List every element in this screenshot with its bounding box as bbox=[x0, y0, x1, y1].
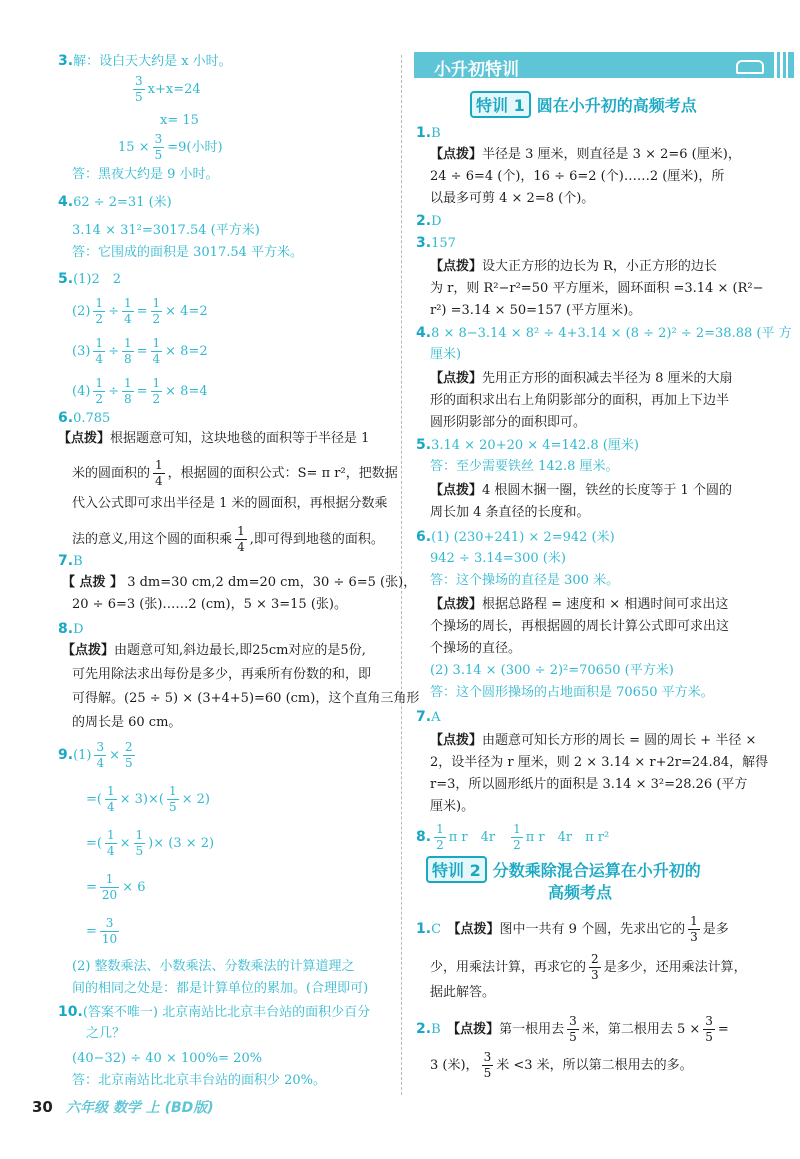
s1-line1: 1.C 【点拨】图中一共有 9 个圆，先求出它的 $\frac{1}{3}$ 是多 bbox=[416, 914, 729, 944]
r4-tip2: 形的面积求出右上角阴影部分的面积，再加上下边半 bbox=[430, 393, 730, 408]
q3-text: 解：设白天大约是 x 小时。 bbox=[73, 54, 232, 69]
q9-step3: = $\frac{1}{20}$ × 6 bbox=[86, 872, 146, 902]
r3-tip2: 为 r，则 R²−r²=50 平方厘米，圆环面积 =3.14 × (R²− bbox=[430, 281, 764, 296]
r3-tip3: r²) =3.14 × 50=157 (平方厘米)。 bbox=[430, 303, 642, 318]
r2-line1: 2.D bbox=[416, 213, 442, 229]
r6-tip1: 【点拨】根据总路程 = 速度和 × 相遇时间可求出这 bbox=[430, 597, 729, 612]
q9-part2-line1: (2) 整数乘法、小数乘法、分数乘法的计算道理之 bbox=[72, 959, 355, 974]
q8-tip2: 可先用除法求出每份是多少，再乘所有份数的和，即 bbox=[72, 667, 372, 682]
r7-tip3: r=3，所以圆形纸片的面积是 3.14 × 3²=28.26 (平方 bbox=[430, 777, 748, 792]
q8-tip3: 可得解。(25 ÷ 5) × (3+4+5)=60 (cm)，这个直角三角形 bbox=[72, 691, 420, 706]
s2-line2: 3 (米)， $\frac{3}{5}$ 米 <3 米，所以第二根用去的多。 bbox=[430, 1050, 693, 1080]
r7-tip4: 厘米)。 bbox=[430, 799, 475, 814]
section2-badge: 特训 2 bbox=[426, 856, 487, 883]
q5-line2: (2) $\frac{1}{2}$ ÷ $\frac{1}{4}$ = $\frac{1}{2}$ × 4=2 bbox=[72, 296, 208, 326]
q5-line4: (4) $\frac{1}{2}$ ÷ $\frac{1}{8}$ = $\frac{1}{2}$ × 8=4 bbox=[72, 376, 208, 406]
q4-line1: 4.62 ÷ 2=31 (米) bbox=[58, 194, 172, 210]
r5-line1: 5.3.14 × 20+20 × 4=142.8 (厘米) bbox=[416, 437, 639, 453]
q9-step4: = $\frac{3}{10}$ bbox=[86, 916, 118, 946]
q7-tip2: 20 ÷ 6=3 (张)……2 (cm)，5 × 3=15 (张)。 bbox=[72, 597, 347, 612]
r6-line1: 6.(1) (230+241) × 2=942 (米) bbox=[416, 529, 615, 545]
r8-line1: 8. $\frac{1}{2}$ π r 4r $\frac{1}{2}$ π r 4r π r² bbox=[416, 822, 610, 852]
car-icon bbox=[736, 60, 764, 74]
r6-tip2: 个操场的周长，再根据圆的周长计算公式即可求出这 bbox=[430, 619, 730, 634]
q10-line1: 10.(答案不唯一) 北京南站比北京丰台站的面积少百分 bbox=[58, 1004, 371, 1020]
fraction: $\frac{3}{5}$ bbox=[154, 132, 163, 162]
r5-tip2: 周长加 4 条直径的长度和。 bbox=[430, 505, 590, 520]
fraction: $\frac{3}{5}$ bbox=[135, 74, 143, 104]
q9-part2-line2: 间的相同之处是：都是计算单位的累加。(合理即可) bbox=[72, 981, 369, 996]
section2-title: 分数乘除混合运算在小升初的 bbox=[492, 861, 701, 880]
r6-answer2: 答：这个圆形操场的占地面积是 70650 平方米。 bbox=[430, 685, 714, 700]
s2-line1: 2.B 【点拨】第一根用去 $\frac{3}{5}$ 米，第二根用去 5 × $\frac{3}{5}$ = bbox=[416, 1014, 729, 1044]
page-number: 30 bbox=[32, 1098, 53, 1116]
r1-tip3: 以最多可剪 4 × 2=8 (个)。 bbox=[430, 191, 595, 206]
q9-line1: 9.(1) $\frac{3}{4}$ × $\frac{2}{5}$ bbox=[58, 740, 133, 770]
r6-answer1: 答：这个操场的直径是 300 米。 bbox=[430, 573, 620, 588]
q4-line2: 3.14 × 31²=3017.54 (平方米) bbox=[72, 223, 260, 238]
q3-number: 3. bbox=[58, 53, 74, 69]
q6-tip1: 【点拨】根据题意可知，这块地毯的面积等于半径是 1 bbox=[58, 431, 370, 446]
q8-line1: 8.D bbox=[58, 621, 84, 637]
q8-tip4: 的周长是 60 cm。 bbox=[72, 715, 182, 730]
q7-line1: 7.B bbox=[58, 553, 83, 569]
q10-line3: (40−32) ÷ 40 × 100%= 20% bbox=[72, 1051, 263, 1066]
section-banner bbox=[414, 52, 794, 78]
q3-eq2: x= 15 bbox=[160, 113, 199, 128]
r4-tip1: 【点拨】先用正方形的面积减去半径为 8 厘米的大扇 bbox=[430, 371, 733, 386]
q6-tip4: 法的意义,用这个圆的面积乘 $\frac{1}{4}$ ,即可得到地毯的面积。 bbox=[72, 524, 384, 554]
section1-heading bbox=[470, 91, 697, 118]
q6-tip3: 代入公式即可求出半径是 1 米的圆面积，再根据分数乘 bbox=[72, 496, 388, 511]
r4-line2: 厘米) bbox=[430, 347, 462, 362]
banner-title: 小升初特训 bbox=[434, 60, 519, 80]
r7-tip1: 【点拨】由题意可知长方形的周长 = 圆的周长 + 半径 × bbox=[430, 733, 757, 748]
q7-tip1: 【 点拨 】 3 dm=30 cm,2 dm=20 cm，30 ÷ 6=5 (张)， bbox=[62, 575, 417, 590]
section2-title-line2: 高频考点 bbox=[548, 883, 613, 902]
page-footer bbox=[32, 1097, 214, 1117]
r7-tip2: 2，设半径为 r 厘米，则 2 × 3.14 × r+2r=24.84，解得 bbox=[430, 755, 769, 770]
r1-tip1: 【点拨】半径是 3 厘米，则直径是 3 × 2=6 (厘米)， bbox=[430, 147, 741, 162]
q8-tip1: 【点拨】由题意可知,斜边最长,即25cm对应的是5份, bbox=[62, 643, 366, 658]
r3-line1: 3.157 bbox=[416, 235, 456, 251]
r4-line1: 4.8 × 8−3.14 × 8² ÷ 4+3.14 × (8 ÷ 2)² ÷ 2=38.88 (平 方 bbox=[416, 325, 792, 341]
r6-tip3: 个操场的直径。 bbox=[430, 641, 522, 656]
q3-eq3: 15 × $\frac{3}{5}$ =9(小时) bbox=[118, 132, 223, 162]
section1-title: 圆在小升初的高频考点 bbox=[536, 96, 697, 115]
r4-tip3: 圆形阴影部分的面积即可。 bbox=[430, 415, 587, 430]
q5-line1: 5.(1)2 2 bbox=[58, 271, 122, 287]
q3-answer: 答：黑夜大约是 9 小时。 bbox=[72, 167, 219, 182]
q10-answer: 答：北京南站比北京丰台站的面积少 20%。 bbox=[72, 1073, 327, 1088]
s1-line2: 少，用乘法计算，再求它的 $\frac{2}{3}$ 是多少，还用乘法计算， bbox=[430, 952, 747, 982]
q3-eq1: $\frac{3}{5}$ x+x=24 bbox=[135, 74, 201, 104]
r3-tip1: 【点拨】设大正方形的边长为 R，小正方形的边长 bbox=[430, 259, 717, 274]
q4-answer: 答：它围成的面积是 3017.54 平方米。 bbox=[72, 245, 304, 260]
r6-line2: 942 ÷ 3.14=300 (米) bbox=[430, 551, 566, 566]
s1-line3: 据此解答。 bbox=[430, 985, 496, 1000]
r7-line1: 7.A bbox=[416, 709, 441, 725]
q6-tip2: 米的圆面积的 $\frac{1}{4}$ ，根据圆的面积公式：S= π r²，把数据 bbox=[72, 458, 398, 488]
r5-tip1: 【点拨】4 根圆木捆一圈，铁丝的长度等于 1 个圆的 bbox=[430, 483, 732, 498]
stripes-decoration bbox=[774, 52, 788, 78]
r1-tip2: 24 ÷ 6=4 (个)，16 ÷ 6=2 (个)……2 (厘米)，所 bbox=[430, 169, 725, 184]
q6-line1: 6.0.785 bbox=[58, 410, 111, 426]
q3-line1 bbox=[58, 52, 232, 71]
q9-step2: =( $\frac{1}{4}$ × $\frac{1}{5}$ )× (3 × 2) bbox=[86, 828, 215, 858]
q5-line3: (3) $\frac{1}{4}$ ÷ $\frac{1}{8}$ = $\frac{1}{4}$ × 8=2 bbox=[72, 336, 208, 366]
q9-step1: =( $\frac{1}{4}$ × 3)×( $\frac{1}{5}$ × 2) bbox=[86, 784, 210, 814]
r5-answer: 答：至少需要铁丝 142.8 厘米。 bbox=[430, 459, 619, 474]
r6-part2: (2) 3.14 × (300 ÷ 2)²=70650 (平方米) bbox=[430, 663, 674, 678]
section1-badge: 特训 1 bbox=[470, 91, 531, 118]
r1-line1: 1.B bbox=[416, 125, 441, 141]
q10-line2: 之几？ bbox=[86, 1026, 126, 1041]
section2-heading bbox=[426, 856, 701, 883]
book-title: 六年级 数学 上 (BD版) bbox=[65, 1100, 214, 1116]
